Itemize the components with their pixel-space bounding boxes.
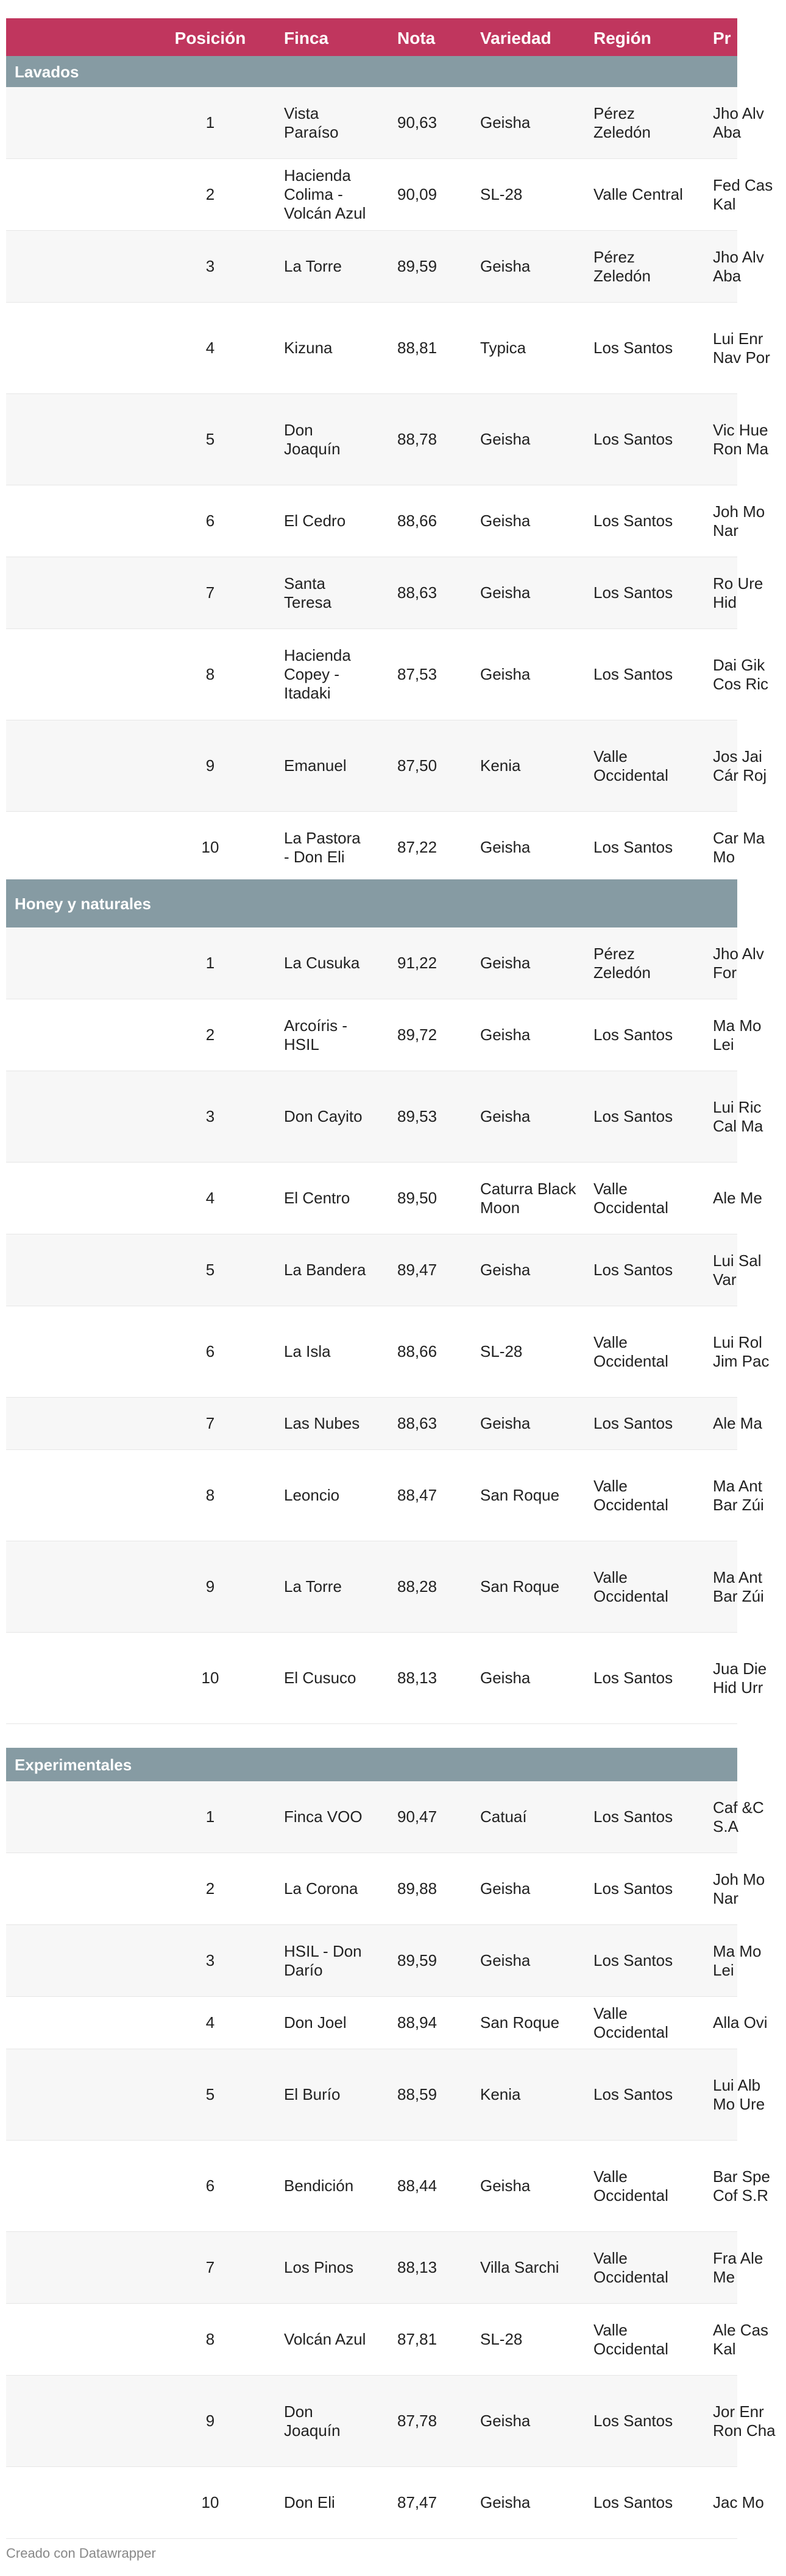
cell-finca: Bendición: [284, 2177, 354, 2195]
cell-region: Valle Occidental: [593, 2248, 668, 2286]
cell-finca: La Corona: [284, 1879, 358, 1898]
cell-productor: Ma Ant Bar Zúi: [713, 1476, 764, 1514]
cell-variedad: Geisha: [480, 1951, 531, 1969]
cell-nota: 87,53: [397, 665, 437, 683]
cell-nota: 89,50: [397, 1189, 437, 1207]
table-row: [6, 2376, 776, 2467]
cell-posicion: 6: [205, 1342, 215, 1360]
cell-variedad: Typica: [480, 339, 526, 357]
cell-region: Los Santos: [593, 1807, 673, 1826]
cell-posicion: 7: [205, 2258, 215, 2276]
cell-productor: Ale Ma: [713, 1414, 762, 1432]
cell-posicion: 5: [205, 430, 215, 448]
table-row: [6, 1997, 768, 2049]
cell-variedad: Geisha: [480, 257, 531, 275]
table-header: [6, 18, 737, 61]
cell-posicion: 8: [205, 1486, 215, 1504]
table-row: [6, 1398, 762, 1450]
cell-nota: 89,59: [397, 257, 437, 275]
cell-productor: Fed Cas Kal: [713, 175, 773, 213]
cell-productor: Fra Ale Me: [713, 2248, 763, 2286]
cell-finca: Don Joaquín: [284, 420, 341, 458]
cell-productor: Joh Mo Nar: [713, 502, 765, 540]
table-row: [6, 1781, 764, 1853]
cell-region: Los Santos: [593, 583, 673, 602]
table-row: [6, 2141, 770, 2232]
cell-posicion: 2: [205, 1026, 215, 1044]
cell-region: Los Santos: [593, 1414, 673, 1432]
group-label: Honey y naturales: [6, 879, 737, 928]
cell-nota: 89,53: [397, 1107, 437, 1125]
cell-region: Valle Occidental: [593, 1568, 668, 1605]
cell-posicion: 4: [205, 339, 215, 357]
cell-productor: Jor Enr Ron Cha: [713, 2402, 776, 2440]
cell-productor: Jua Die Hid Urr: [713, 1659, 767, 1697]
cell-variedad: SL-28: [480, 185, 523, 203]
cell-region: Valle Occidental: [593, 2004, 668, 2041]
cell-region: Los Santos: [593, 2412, 673, 2430]
table-row: [6, 303, 770, 394]
cell-finca: Don Joaquín: [284, 2402, 341, 2440]
cell-posicion: 7: [205, 583, 215, 602]
cell-region: Los Santos: [593, 1669, 673, 1687]
cell-nota: 90,47: [397, 1807, 437, 1826]
cell-posicion: 1: [205, 1807, 215, 1826]
cell-variedad: San Roque: [480, 2013, 560, 2032]
cell-variedad: SL-28: [480, 2330, 523, 2348]
cell-nota: 91,22: [397, 954, 437, 972]
cell-region: Valle Central: [593, 185, 683, 203]
cell-region: Pérez Zeledón: [593, 247, 651, 285]
table-row: [6, 812, 765, 884]
cell-region: Valle Occidental: [593, 747, 668, 784]
cell-finca: La Torre: [284, 257, 342, 275]
cell-finca: El Centro: [284, 1189, 350, 1207]
cell-posicion: 4: [205, 1189, 215, 1207]
cell-variedad: Geisha: [480, 665, 531, 683]
cell-productor: Ro Ure Hid: [713, 574, 763, 611]
cell-productor: Jho Alv Aba: [713, 247, 764, 285]
cell-productor: Alla Ovi: [713, 2013, 768, 2032]
cell-region: Los Santos: [593, 430, 673, 448]
table-row: [6, 2049, 765, 2141]
cell-finca: La Bandera: [284, 1261, 366, 1279]
cell-posicion: 10: [201, 2493, 219, 2511]
cell-productor: Jac Mo: [713, 2493, 764, 2511]
cell-region: Los Santos: [593, 1951, 673, 1969]
cell-productor: Ma Ant Bar Zúi: [713, 1568, 764, 1605]
cell-posicion: 2: [205, 185, 215, 203]
cell-posicion: 10: [201, 838, 219, 856]
cell-variedad: Geisha: [480, 1107, 531, 1125]
cell-productor: Lui Enr Nav Por: [713, 329, 770, 367]
cell-posicion: 7: [205, 1414, 215, 1432]
cell-posicion: 1: [205, 113, 215, 132]
column-header-nota[interactable]: Nota: [397, 29, 436, 48]
cell-nota: 90,09: [397, 185, 437, 203]
cell-posicion: 3: [205, 257, 215, 275]
table-row: [6, 1306, 770, 1398]
cell-productor: Jho Alv For: [713, 944, 764, 982]
cell-nota: 87,50: [397, 756, 437, 775]
cell-variedad: Geisha: [480, 1669, 531, 1687]
cell-variedad: Geisha: [480, 2412, 531, 2430]
cell-variedad: Geisha: [480, 838, 531, 856]
cell-productor: Ma Mo Lei: [713, 1941, 762, 1979]
cell-nota: 87,47: [397, 2493, 437, 2511]
cell-variedad: Villa Sarchi: [480, 2258, 559, 2276]
cell-region: Los Santos: [593, 339, 673, 357]
cell-nota: 90,63: [397, 113, 437, 132]
table-row: [6, 720, 767, 812]
column-header-posicion[interactable]: Posición: [174, 29, 246, 48]
cell-finca: Santa Teresa: [284, 574, 332, 611]
cell-finca: El Cedro: [284, 512, 346, 530]
cell-nota: 89,72: [397, 1026, 437, 1044]
cell-nota: 89,59: [397, 1951, 437, 1969]
cell-finca: Leoncio: [284, 1486, 340, 1504]
cell-region: Valle Occidental: [593, 1332, 668, 1370]
cell-nota: 88,44: [397, 2177, 437, 2195]
cell-finca: Don Eli: [284, 2493, 335, 2511]
table-row: [6, 2467, 764, 2539]
cell-finca: La Pastora - Don Eli: [284, 828, 361, 866]
cell-region: Pérez Zeledón: [593, 944, 651, 982]
cell-region: Los Santos: [593, 838, 673, 856]
cell-variedad: Geisha: [480, 2177, 531, 2195]
cell-productor: Ale Cas Kal: [713, 2320, 769, 2358]
ranking-table: [6, 18, 776, 2527]
cell-nota: 88,66: [397, 1342, 437, 1360]
cell-region: Los Santos: [593, 1879, 673, 1898]
cell-finca: Emanuel: [284, 756, 347, 775]
cell-finca: Vista Paraíso: [284, 104, 339, 141]
cell-region: Los Santos: [593, 2085, 673, 2103]
cell-productor: Car Ma Mo: [713, 828, 765, 866]
cell-region: Pérez Zeledón: [593, 104, 651, 141]
cell-finca: El Burío: [284, 2085, 341, 2103]
table-row: [6, 394, 769, 485]
cell-region: Los Santos: [593, 665, 673, 683]
cell-productor: Lui Ric Cal Ma: [713, 1097, 763, 1135]
cell-nota: 88,94: [397, 2013, 437, 2032]
column-header-finca[interactable]: Finca: [284, 29, 329, 48]
cell-variedad: Geisha: [480, 2493, 531, 2511]
cell-productor: Caf &C S.A: [713, 1798, 764, 1835]
cell-finca: HSIL - Don Darío: [284, 1941, 362, 1979]
cell-posicion: 3: [205, 1951, 215, 1969]
cell-region: Los Santos: [593, 2493, 673, 2511]
datawrapper-credit: Creado con Datawrapper: [6, 2546, 156, 2561]
cell-finca: Kizuna: [284, 339, 333, 357]
cell-variedad: Geisha: [480, 1414, 531, 1432]
cell-posicion: 8: [205, 665, 215, 683]
cell-productor: Ale Me: [713, 1189, 762, 1207]
table-row: [6, 231, 764, 303]
cell-posicion: 6: [205, 2177, 215, 2195]
cell-variedad: Geisha: [480, 512, 531, 530]
cell-variedad: San Roque: [480, 1577, 560, 1596]
cell-variedad: Geisha: [480, 430, 531, 448]
cell-nota: 88,81: [397, 339, 437, 357]
cell-posicion: 6: [205, 512, 215, 530]
cell-nota: 88,66: [397, 512, 437, 530]
cell-posicion: 10: [201, 1669, 219, 1687]
cell-variedad: Caturra Black Moon: [480, 1179, 576, 1217]
cell-finca: Don Cayito: [284, 1107, 363, 1125]
cell-variedad: Geisha: [480, 954, 531, 972]
cell-posicion: 9: [205, 756, 215, 775]
table-row: [6, 2232, 763, 2304]
cell-nota: 88,59: [397, 2085, 437, 2103]
cell-finca: Hacienda Colima - Volcán Azul: [284, 166, 366, 222]
group-label: Lavados: [6, 56, 737, 88]
cell-posicion: 5: [205, 2085, 215, 2103]
cell-region: Valle Occidental: [593, 1476, 668, 1514]
cell-nota: 88,28: [397, 1577, 437, 1596]
table-row: [6, 1071, 763, 1163]
cell-finca: Las Nubes: [284, 1414, 360, 1432]
cell-posicion: 1: [205, 954, 215, 972]
cell-region: Valle Occidental: [593, 1179, 668, 1217]
cell-finca: Volcán Azul: [284, 2330, 366, 2348]
cell-finca: Hacienda Copey - Itadaki: [284, 646, 351, 702]
table-row: [6, 2304, 769, 2376]
column-header-variedad[interactable]: Variedad: [480, 29, 551, 48]
cell-nota: 88,47: [397, 1486, 437, 1504]
table-row: [6, 557, 763, 629]
cell-region: Valle Occidental: [593, 2320, 668, 2358]
table-row: [6, 1925, 762, 1997]
cell-finca: La Cusuka: [284, 954, 360, 972]
cell-productor: Dai Gik Cos Ric: [713, 655, 769, 693]
cell-productor: Lui Sal Var: [713, 1251, 762, 1289]
cell-productor: Jos Jai Cár Roj: [713, 747, 767, 784]
cell-productor: Bar Spe Cof S.R: [713, 2167, 770, 2205]
cell-posicion: 9: [205, 1577, 215, 1596]
cell-variedad: Catuaí: [480, 1807, 527, 1826]
group-label: Experimentales: [6, 1748, 737, 1782]
table-row: [6, 87, 764, 159]
cell-posicion: 9: [205, 2412, 215, 2430]
table-row: [6, 1450, 764, 1541]
cell-productor: Lui Alb Mo Ure: [713, 2075, 765, 2113]
table-row: [6, 159, 773, 231]
cell-finca: Los Pinos: [284, 2258, 354, 2276]
cell-posicion: 2: [205, 1879, 215, 1898]
cell-nota: 87,78: [397, 2412, 437, 2430]
cell-nota: 87,22: [397, 838, 437, 856]
cell-variedad: Geisha: [480, 113, 531, 132]
cell-nota: 88,63: [397, 583, 437, 602]
table-row: [6, 927, 764, 999]
cell-finca: Don Joel: [284, 2013, 347, 2032]
column-header-region[interactable]: Región: [593, 29, 651, 48]
cell-productor: Jho Alv Aba: [713, 104, 764, 141]
table-row: [6, 1163, 762, 1234]
cell-region: Valle Occidental: [593, 2167, 668, 2205]
cell-finca: Arcoíris - HSIL: [284, 1016, 347, 1054]
cell-nota: 89,88: [397, 1879, 437, 1898]
cell-region: Los Santos: [593, 512, 673, 530]
table-row: [6, 999, 762, 1071]
table-row: [6, 485, 765, 557]
cell-finca: El Cusuco: [284, 1669, 356, 1687]
cell-region: Los Santos: [593, 1261, 673, 1279]
cell-variedad: San Roque: [480, 1486, 560, 1504]
cell-variedad: Geisha: [480, 1879, 531, 1898]
cell-posicion: 5: [205, 1261, 215, 1279]
cell-variedad: Kenia: [480, 756, 521, 775]
cell-variedad: Kenia: [480, 2085, 521, 2103]
cell-finca: La Torre: [284, 1577, 342, 1596]
cell-posicion: 4: [205, 2013, 215, 2032]
cell-finca: La Isla: [284, 1342, 331, 1360]
table-row: [6, 1853, 765, 1925]
cell-variedad: Geisha: [480, 1026, 531, 1044]
cell-productor: Lui Rol Jim Pac: [713, 1332, 770, 1370]
table-row: [6, 1633, 767, 1724]
cell-finca: Finca VOO: [284, 1807, 363, 1826]
column-header-productor[interactable]: Pr: [713, 29, 731, 48]
cell-variedad: Geisha: [480, 583, 531, 602]
cell-nota: 88,78: [397, 430, 437, 448]
cell-posicion: 3: [205, 1107, 215, 1125]
cell-nota: 88,13: [397, 1669, 437, 1687]
cell-region: Los Santos: [593, 1026, 673, 1044]
cell-nota: 88,13: [397, 2258, 437, 2276]
cell-variedad: SL-28: [480, 1342, 523, 1360]
cell-productor: Vic Hue Ron Ma: [713, 420, 769, 458]
cell-variedad: Geisha: [480, 1261, 531, 1279]
cell-posicion: 8: [205, 2330, 215, 2348]
table-row: [6, 629, 769, 720]
cell-productor: Joh Mo Nar: [713, 1870, 765, 1907]
cell-nota: 87,81: [397, 2330, 437, 2348]
cell-productor: Ma Mo Lei: [713, 1016, 762, 1054]
cell-nota: 88,63: [397, 1414, 437, 1432]
table-row: [6, 1234, 762, 1306]
table-row: [6, 1541, 764, 1633]
cell-region: Los Santos: [593, 1107, 673, 1125]
cell-nota: 89,47: [397, 1261, 437, 1279]
